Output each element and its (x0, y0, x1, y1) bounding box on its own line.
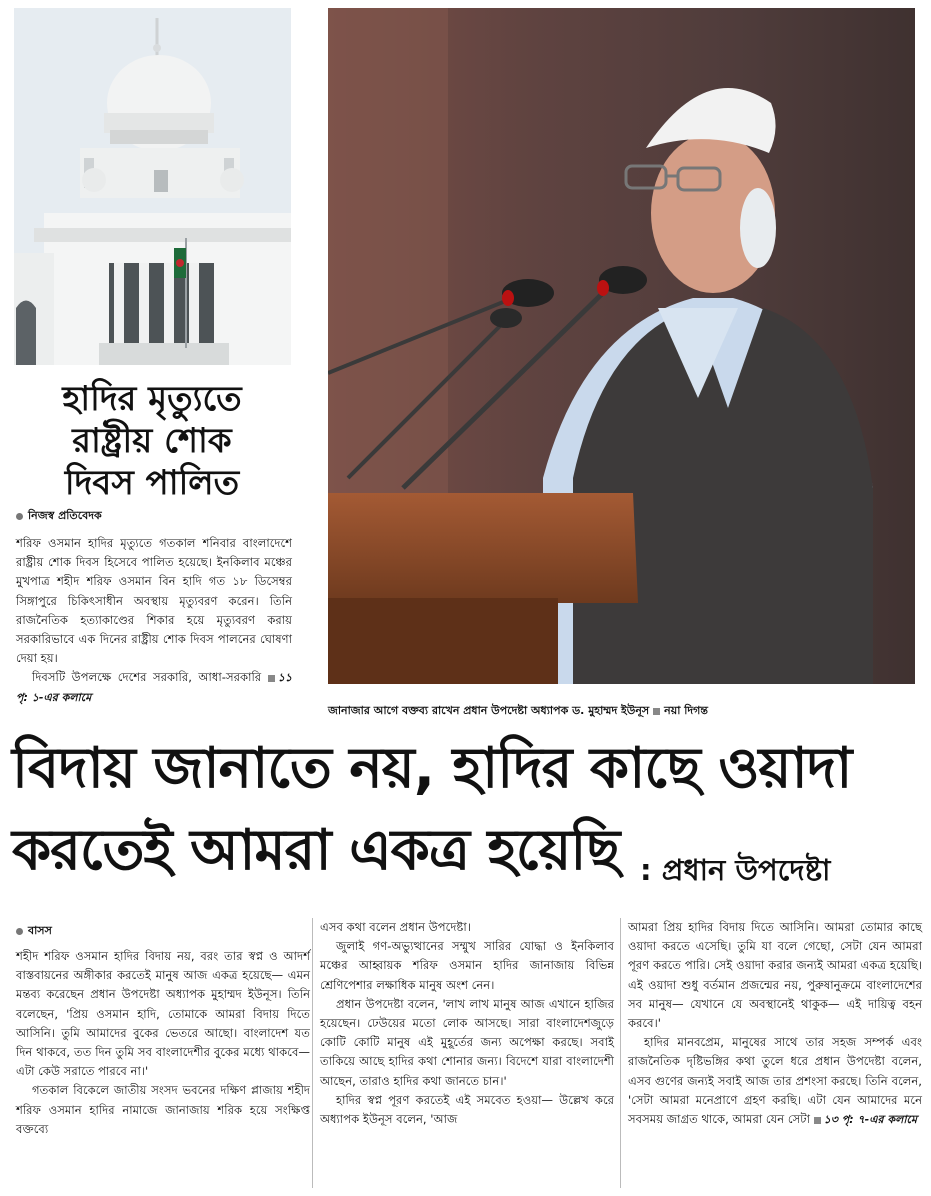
column-divider (620, 918, 621, 1188)
main-headline-attribution: : প্রধান উপদেষ্টা (640, 853, 831, 887)
main-story-col3-paragraph-2: হাদির মানবপ্রেম, মানুষের সাথে তার সহজ সম্পর্ক এবং রাজনৈতিক দৃষ্টিভঙ্গির কথা তুলে ধরে প্রধান উপদেষ্টা বলেন, এসব গুণের জন্যই সবাই আজ তার প্রশংসা করছে। তিনি বলেন, 'সেটা আমরা মনেপ্রাণে গ্রহণ করছি। এটা যেন আমাদের মনে সবসময় জাগ্রত থাকে, আমরা যেন সেটা ১৩ পৃ: ৭-এর কলামে (628, 1035, 922, 1127)
main-story-col2-paragraph-2: জুলাই গণ-অভ্যুত্থানের সম্মুখ সারির যোদ্ধা ও ইনকিলাব মঞ্চের আহ্বায়ক শরিফ ওসমান হাদির জানাজায় বিভিন্ন শ্রেণিপেশার লক্ষাধিক মানুষ অংশ নেন। (320, 939, 614, 992)
side-headline-line-1: হাদির মৃত্যুতে (62, 379, 242, 419)
bullet-dot-icon (16, 513, 23, 520)
bullet-dot-icon (16, 928, 23, 935)
speech-illustration (328, 8, 915, 684)
main-headline-line-2: করতেই আমরা একত্র হয়েছি (12, 818, 620, 883)
side-story-paragraph-2: দিবসটি উপলক্ষে দেশের সরকারি, আধা-সরকারি ১১ পৃ: ১-এর কলামে (16, 670, 292, 704)
side-story-body (16, 534, 292, 707)
side-story-headline (16, 378, 288, 504)
photo-credit: নয়া দিগন্ত (664, 704, 708, 717)
main-story-byline: বাসস (16, 922, 310, 941)
square-bullet-icon (653, 708, 660, 715)
square-bullet-icon (814, 1117, 821, 1124)
side-headline-line-3: দিবস পালিত (64, 463, 240, 503)
main-story-col2-paragraph-4: হাদির স্বপ্ন পূরণ করতেই এই সমবেত হওয়া— উল্লেখ করে অধ্যাপক ইউনূস বলেন, 'আজ (320, 1092, 614, 1127)
side-story-paragraph-1: শরিফ ওসমান হাদির মৃত্যুতে গতকাল শনিবার বাংলাদেশে রাষ্ট্রীয় শোক দিবস হিসেবে পালিত হয়েছে। ইনকিলাব মঞ্চের মুখপাত্র শহীদ শরিফ ওসমান বিন হাদি গত ১৮ ডিসেম্বর সিঙ্গাপুরে চিকিৎসাধীন অবস্থায় মৃত্যুবরণ করেন। তিনি রাজনৈতিক হত্যাকাণ্ডের শিকার হয়ে মৃত্যুবরণ করায় সরকারিভাবে এক দিনের রাষ্ট্রীয় শোক দিবস পালনের ঘোষণা দেয়া হয়। (16, 536, 292, 666)
side-headline-line-2: রাষ্ট্রীয় শোক (72, 421, 232, 461)
square-bullet-icon (268, 675, 275, 682)
main-story-jump-link[interactable]: ১৩ পৃ: ৭-এর কলামে (814, 1113, 917, 1126)
main-story-column-3 (628, 918, 922, 1129)
main-story-col2-paragraph-1: এসব কথা বলেন প্রধান উপদেষ্টা। (320, 920, 471, 934)
photo-caption: জানাজার আগে বক্তব্য রাখেন প্রধান উপদেষ্টা অধ্যাপক ড. মুহাম্মদ ইউনূস নয়া দিগন্ত (328, 704, 708, 717)
chief-adviser-speech-photo (328, 8, 915, 684)
high-court-building-illustration (14, 8, 291, 365)
main-story-col3-paragraph-1: আমরা প্রিয় হাদির বিদায় দিতে আসিনি। আমরা তোমার কাছে ওয়াদা করতে এসেছি। তুমি যা বলে গেছো, সেটা যেন আমরা পূরণ করতে পারি। সেই ওয়াদা করার জন্যই আমরা একত্র হয়েছি। এই ওয়াদা শুধু বর্তমান প্রজন্মের নয়, পুরুষানুক্রমে বাংলাদেশের সব মানুষ— যেখানে যে অবস্থানেই থাকুক— এই দায়িত্ব বহন করবে।' (628, 920, 922, 1031)
main-story-column-2 (320, 918, 614, 1129)
side-story-byline: নিজস্ব প্রতিবেদক (16, 507, 102, 526)
main-story-col2-body (320, 918, 614, 1129)
main-story-col2-paragraph-3: প্রধান উপদেষ্টা বলেন, 'লাখ লাখ মানুষ আজ এখানে হাজির হয়েছেন। ঢেউয়ের মতো লোক আসছে। সারা বাংলাদেশজুড়ে কোটি কোটি মানুষ এই মুহূর্তের জন্য অপেক্ষা করছে। সবাই তাকিয়ে আছে হাদির কথা শোনার জন্য। বিদেশে যারা বাংলাদেশী আছেন, তারাও হাদির কথা জানতে চান।' (320, 996, 614, 1088)
main-story-col1-paragraph-2: গতকাল বিকেলে জাতীয় সংসদ ভবনের দক্ষিণ প্লাজায় শহীদ শরিফ ওসমান হাদির নামাজে জানাজায় শরিক হয়ে সংক্ষিপ্ত বক্তব্যে (16, 1083, 310, 1136)
main-story-col3-body (628, 918, 922, 1129)
main-story-col1-paragraph-1: শহীদ শরিফ ওসমান হাদির বিদায় নয়, বরং তার স্বপ্ন ও আদর্শ বাস্তবায়নের অঙ্গীকার করতেই মানুষ আজ একত্র হয়েছে— এমন মন্তব্য করেছেন প্রধান উপদেষ্টা অধ্যাপক মুহাম্মদ ইউনূস। তিনি বলেছেন, 'প্রিয় ওসমান হাদি, তোমাকে আমরা বিদায় দিতে আসিনি। তুমি আমাদের বুকের ভেতরে আছো। বাংলাদেশ যত দিন থাকবে, তত দিন তুমি সব বাংলাদেশীর বুকের মধ্যে থাকবে— এটা কেউ সরাতে পারবে না।' (16, 949, 310, 1079)
main-story-column-1 (16, 918, 310, 1139)
column-divider (312, 918, 313, 1188)
high-court-photo (14, 8, 291, 365)
main-story-col1-body (16, 947, 310, 1139)
side-story-jump-link[interactable]: ১১ পৃ: ১-এর কলামে (16, 671, 292, 704)
main-headline-line-1: বিদায় জানাতে নয়, হাদির কাছে ওয়াদা (12, 736, 852, 801)
